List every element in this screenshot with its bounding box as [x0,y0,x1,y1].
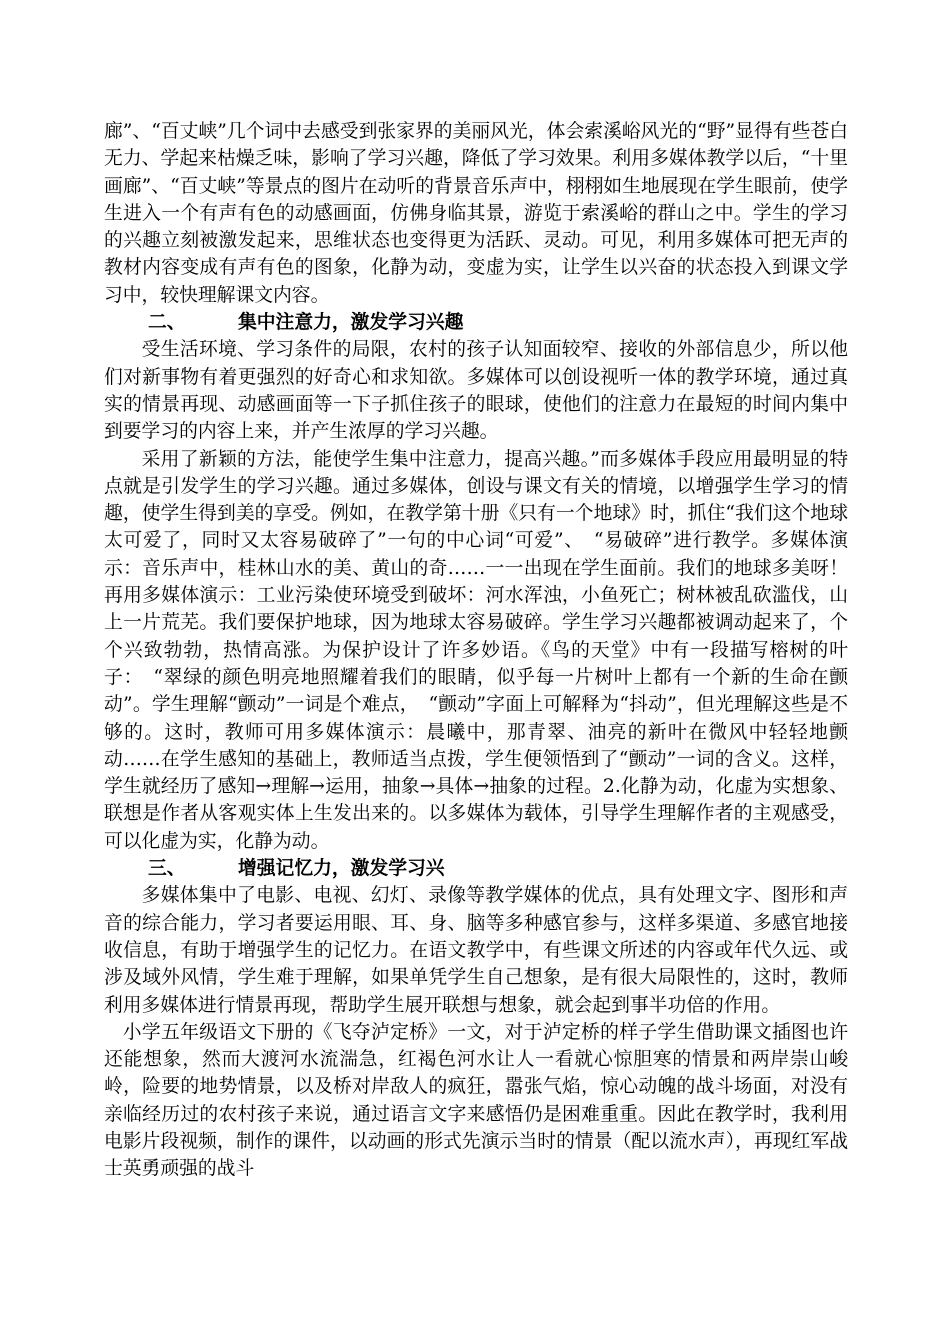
section-number: 三、 [148,857,186,880]
paragraph: 受生活环境、学习条件的局限，农村的孩子认知面较窄、接收的外部信息少，所以他们对新事物有着更强烈的好奇心和求知欲。多媒体可以创设视听一体的教学环境，通过真实的情景再现、动感画面等一下子抓住孩子的眼球，使他们的注意力在最短的时间内集中到要学习的内容上来，并产生浓厚的学习兴趣。 [104,339,848,443]
paragraph-continued: 廊”、“百丈峡”几个词中去感受到张家界的美丽风光，体会索溪峪风光的“野”显得有些苍白无力、学起来枯燥乏味，影响了学习兴趣，降低了学习效果。利用多媒体教学以后，“十里画廊”、“百丈峡”等景点的图片在动听的背景音乐声中，栩栩如生地展现在学生眼前，使学生进入一个有声有色的动感画面，仿佛身临其景，游览于索溪峪的群山之中。学生的学习的兴趣立刻被激发起来，思维状态也变得更为活跃、灵动。可见，利用多媒体可把无声的教材内容变成有声有色的图象，化静为动，变虚为实，让学生以兴奋的状态投入到课文学习中，较快理解课文内容。 [104,121,848,306]
document-page [104,118,848,1183]
section-title: 增强记忆力，激发学习兴 [238,857,445,880]
paragraph: 多媒体集中了电影、电视、幻灯、录像等教学媒体的优点，具有处理文字、图形和声音的综合能力，学习者要运用眼、耳、身、脑等多种感官参与，这样多渠道、多感官地接收信息，有助于增强学生的记忆力。在语文教学中，有些课文所述的内容或年代久远、或涉及域外风情，学生难于理解，如果单凭学生自己想象，是有很大局限性的，这时，教师利用多媒体进行情景再现，帮助学生展开联想与想象，就会起到事半功倍的作用。 [104,885,848,1016]
paragraph: 小学五年级语文下册的《飞夺泸定桥》一文，对于泸定桥的样子学生借助课文插图也许还能想象，然而大渡河水流湍急，红褐色河水让人一看就心惊胆寒的情景和两岸崇山峻岭，险要的地势情景，以及桥对岸敌人的疯狂，嚣张气焰，惊心动魄的战斗场面，对没有亲临经历过的农村孩子来说，通过语言文字来感悟仍是困难重重。因此在教学时，我利用电影片段视频，制作的课件，以动画的形式先演示当时的情景（配以流水声），再现红军战士英勇顽强的战斗 [104,1021,848,1180]
paragraph: 采用了新颖的方法，能使学生集中注意力，提高兴趣。”而多媒体手段应用最明显的特点就是引发学生的学习兴趣。通过多媒体，创设与课文有关的情境，以增强学生学习的情趣，使学生得到美的享受。例如，在教学第十册《只有一个地球》时，抓住“我们这个地球太可爱了，同时又太容易破碎了”一句的中心词“可爱”、 “易破碎”进行教学。多媒体演示：音乐声中，桂林山水的美、黄山的奇……一一出现在学生面前。我们的地球多美呀！再用多媒体演示：工业污染使环境受到破坏：河水浑浊，小鱼死亡；树林被乱砍滥伐，山上一片荒芜。我们要保护地球，因为地球太容易破碎。学生学习兴趣都被调动起来了，个个兴致勃勃，热情高涨。为保护设计了许多妙语。《鸟的天堂》中有一段描写榕树的叶子： “翠绿的颜色明亮地照耀着我们的眼睛，似乎每一片树叶上都有一个新的生命在颤动”。学生理解“颤动”一词是个难点， “颤动”字面上可解释为“抖动”，但光理解这些是不够的。这时，教师可用多媒体演示：晨曦中，那青翠、油亮的新叶在微风中轻轻地颤动……在学生感知的基础上，教师适当点拨，学生便领悟到了“颤动”一词的含义。这样，学生就经历了感知→理解→运用，抽象→具体→抽象的过程。2.化静为动，化虚为实想象、联想是作者从客观实体上生发出来的。以多媒体为载体，引导学生理解作者的主观感受，可以化虚为实，化静为动。 [104,448,848,852]
section-title: 集中注意力，激发学习兴趣 [238,311,464,334]
section-heading-3 [104,855,848,882]
section-heading-2 [104,309,848,336]
section-number: 二、 [148,311,186,334]
